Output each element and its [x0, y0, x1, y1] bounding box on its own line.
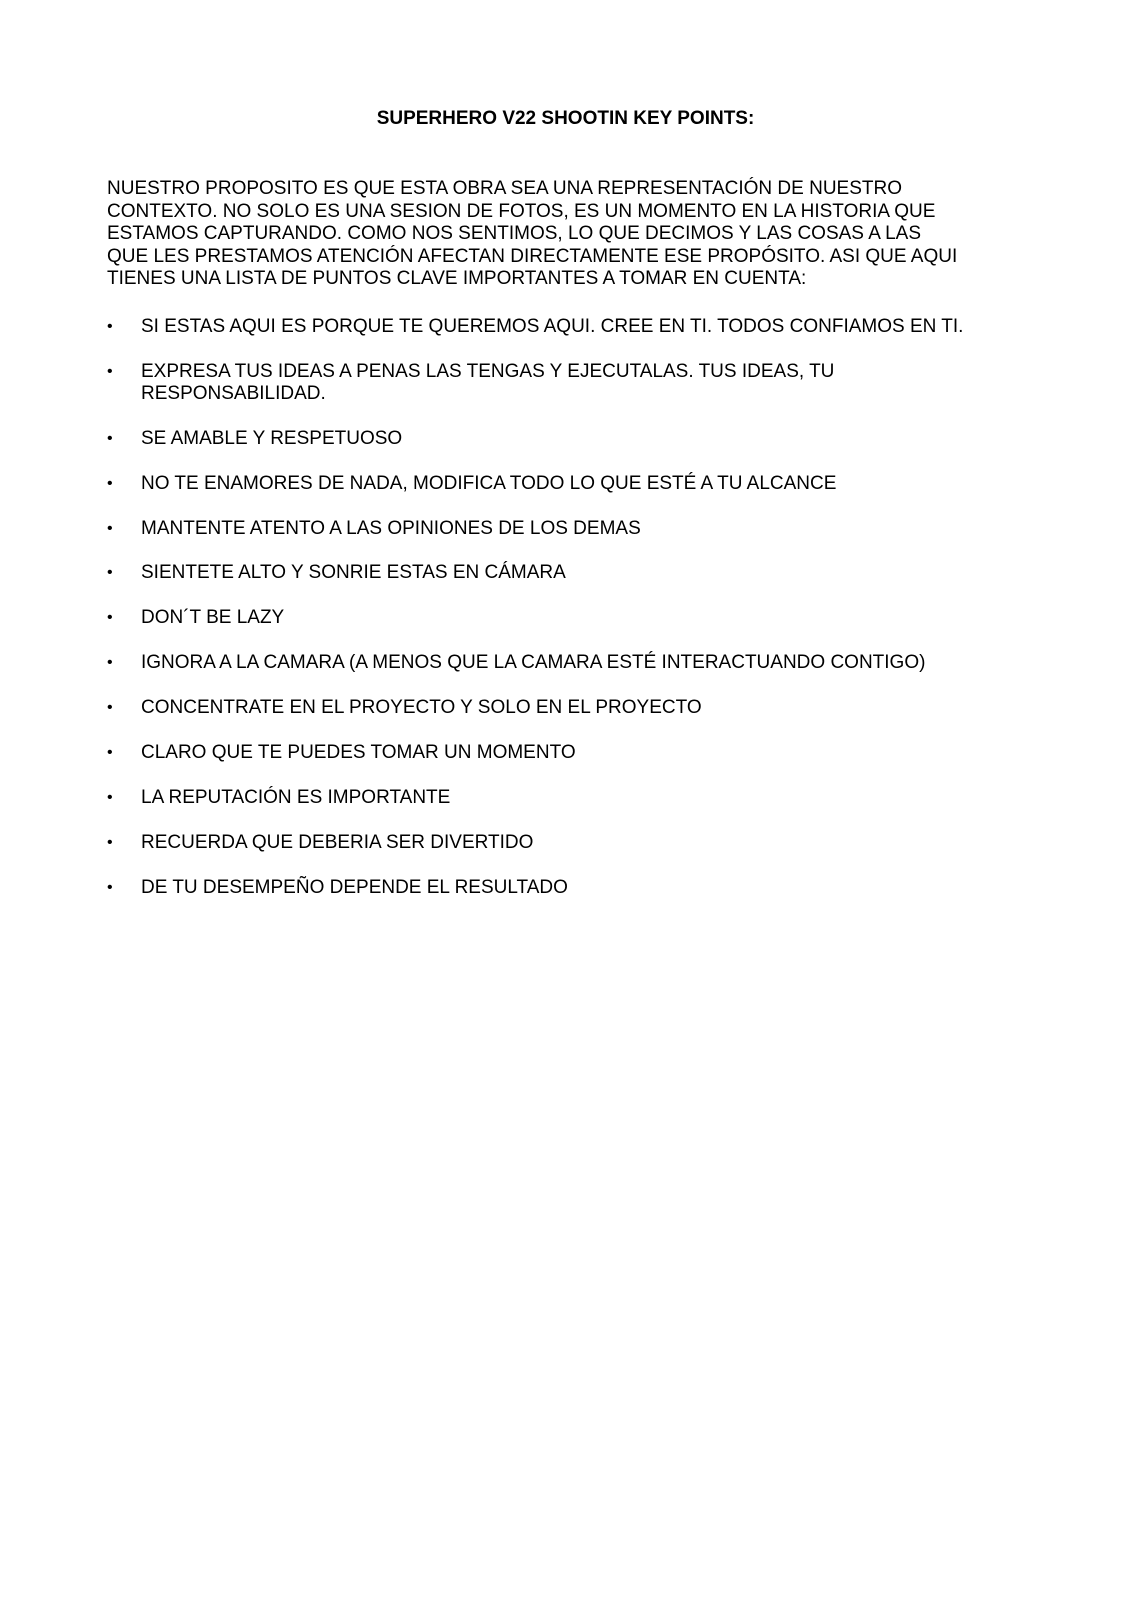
key-point-item [107, 652, 1047, 674]
bullet-icon: • [107, 474, 113, 492]
document-title: SUPERHERO V22 SHOOTIN KEY POINTS: [376, 108, 755, 129]
bullet-icon: • [107, 564, 113, 582]
key-point-text: EXPRESA TUS IDEAS A PENAS LAS TENGAS Y EJECUTALAS. TUS IDEAS, TU RESPONSABILIDAD. [141, 360, 835, 404]
key-point-text: SIENTETE ALTO Y SONRIE ESTAS EN CÁMARA [141, 562, 566, 584]
bullet-icon: • [107, 519, 113, 537]
bullet-icon: • [107, 788, 113, 806]
bullet-icon: • [107, 699, 113, 717]
key-point-text: LA REPUTACIÓN ES IMPORTANTE [141, 786, 451, 808]
bullet-icon: • [107, 878, 113, 896]
key-points-list [107, 316, 1047, 922]
key-point-item [107, 518, 1047, 540]
key-point-item [107, 361, 1047, 405]
intro-paragraph: NUESTRO PROPOSITO ES QUE ESTA OBRA SEA UNA REPRESENTACIÓN DE NUESTRO CONTEXTO. NO SOLO ES UNA SESION DE FOTOS, ES UN MOMENTO EN LA HISTORIA QUE ESTAMOS CAPTURANDO. COMO NOS SENTIMOS, LO QUE DECIMOS Y LAS COSAS A LAS QUE LES PRESTAMOS ATENCIÓN AFECTAN DIRECTAMENTE ESE PROPÓSITO. ASI QUE AQUI TIENES UNA LISTA DE PUNTOS CLAVE IMPORTANTES A TOMAR EN CUENTA: [107, 178, 958, 290]
key-point-item [107, 473, 1047, 495]
key-point-item [107, 877, 1047, 899]
bullet-icon: • [107, 318, 113, 335]
bullet-icon: • [107, 429, 113, 447]
key-point-text: RECUERDA QUE DEBERIA SER DIVERTIDO [141, 831, 534, 853]
key-point-item [107, 562, 1047, 584]
bullet-icon: • [107, 744, 113, 762]
key-point-item [107, 832, 1047, 854]
key-point-text: SE AMABLE Y RESPETUOSO [141, 427, 403, 449]
key-point-item [107, 697, 1047, 719]
key-point-item [107, 742, 1047, 764]
key-point-item [107, 607, 1047, 629]
bullet-icon: • [107, 362, 113, 380]
key-point-item [107, 316, 1047, 338]
key-point-text: NO TE ENAMORES DE NADA, MODIFICA TODO LO QUE ESTÉ A TU ALCANCE [141, 472, 837, 494]
bullet-icon: • [107, 654, 113, 672]
bullet-icon: • [107, 833, 113, 851]
key-point-text: DE TU DESEMPEÑO DEPENDE EL RESULTADO [141, 876, 568, 898]
key-point-item [107, 787, 1047, 809]
key-point-text: IGNORA A LA CAMARA (A MENOS QUE LA CAMARA ESTÉ INTERACTUANDO CONTIGO) [141, 652, 926, 674]
key-point-text: DON´T BE LAZY [141, 607, 285, 629]
key-point-text: CONCENTRATE EN EL PROYECTO Y SOLO EN EL PROYECTO [141, 697, 702, 719]
bullet-icon: • [107, 609, 113, 627]
key-point-text: MANTENTE ATENTO A LAS OPINIONES DE LOS DEMAS [141, 517, 641, 539]
key-point-item [107, 428, 1047, 450]
key-point-text: SI ESTAS AQUI ES PORQUE TE QUEREMOS AQUI. CREE EN TI. TODOS CONFIAMOS EN TI. [141, 316, 964, 337]
key-point-text: CLARO QUE TE PUEDES TOMAR UN MOMENTO [141, 742, 576, 764]
